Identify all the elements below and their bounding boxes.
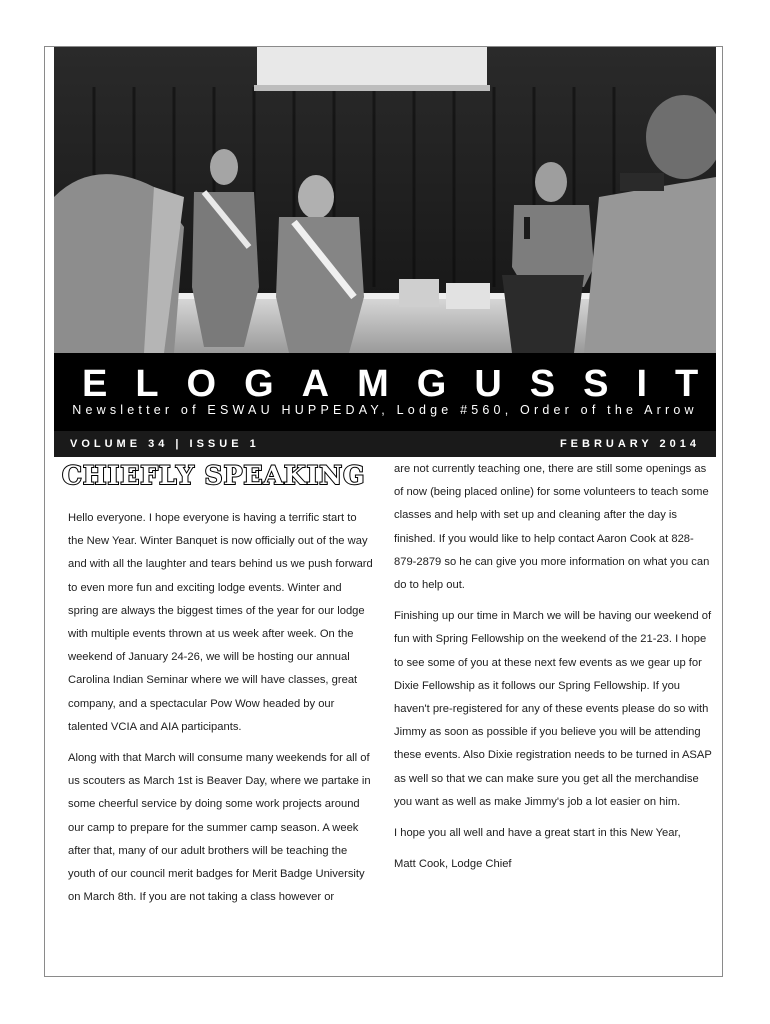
paragraph: I hope you all well and have a great start in this New Year, (394, 827, 681, 840)
newsletter-title: ELOGAMGUSSIT (82, 363, 727, 405)
signature: Matt Cook, Lodge Chief (394, 858, 512, 871)
paragraph: Along with that March will consume many weekends for all of us scouters as March 1st is Beaver Day, where we partake in some cheerful service by doing some work projects around our camp to prepare for the summer camp season. A week after that, many of our adult brothers will be teaching the youth of our council merit badges for Merit Badge University on March 8th. If you are not taking a class however or (68, 752, 371, 904)
article-column-left (68, 507, 373, 917)
newsletter-subtitle: Newsletter of ESWAU HUPPEDAY, Lodge #560, Order of the Arrow (72, 403, 698, 417)
stage-photo-graphic (54, 47, 716, 353)
masthead (54, 353, 727, 431)
issue-date: FEBRUARY 2014 (559, 438, 700, 450)
issue-bar (54, 431, 716, 457)
volume-issue: VOLUME 34 | ISSUE 1 (70, 438, 260, 450)
cover-photo (54, 47, 716, 353)
section-heading (62, 461, 382, 497)
paragraph: are not currently teaching one, there are still some openings as of now (being placed online) for some volunteers to teach some classes and help with set up and cleaning after the day is finished. If you would like to help contact Aaron Cook at 828-879-2879 so he can give you more information on what you can do to help out. (394, 463, 710, 592)
paragraph: Finishing up our time in March we will be having our weekend of fun with Spring Fellowship on the weekend of the 21-23. I hope to see some of you at these next few events as we gear up for Dixie Fellowship as it follows our Spring Fellowship. If you haven't pre-registered for any of these events please do so with Jimmy as soon as possible if you believe you will be attending these events. Also Dixie registration needs to be turned in ASAP as well so that we can make sure you get all the merchandise you want as well as make Jimmy's job a lot easier on him. (394, 610, 712, 808)
paragraph: Hello everyone. I hope everyone is having a terrific start to the New Year. Winter Banquet is now officially out of the way and with all the laughter and tears behind us we push forward to even more fun and exciting lodge events. Winter and spring are always the biggest times of the year for our lodge with multiple events thrown at us week after week. On the weekend of January 24-26, we will be hosting our annual Carolina Indian Seminar where we will have classes, great company, and a spectacular Pow Wow headed by our talented VCIA and AIA participants. (68, 512, 373, 733)
article-column-right (394, 458, 712, 884)
section-heading-text: CHIEFLY SPEAKING (62, 461, 366, 490)
